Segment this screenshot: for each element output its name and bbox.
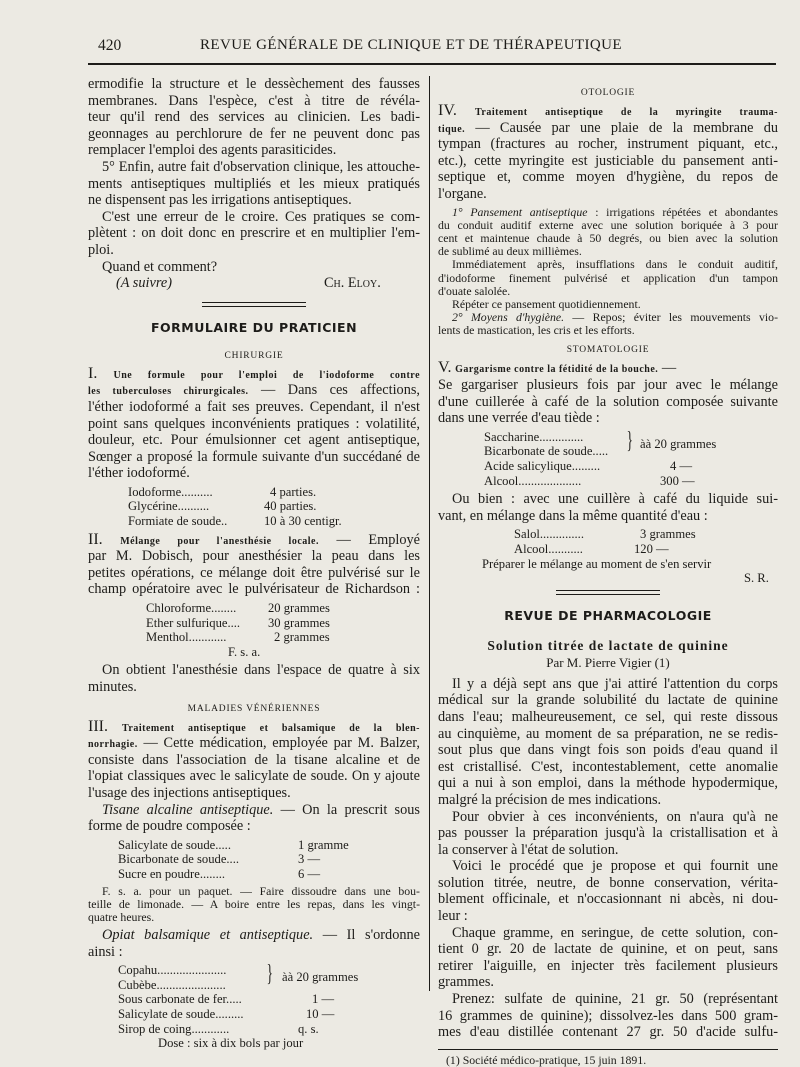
text-line: ments antiseptiques multipliés et les mieux pratiqués [88, 175, 420, 192]
text-line: douleur, etc. Pour émulsionner cet agent antiseptique, [88, 432, 420, 449]
table-row [438, 474, 778, 489]
ingredient: Menthol............ [146, 630, 227, 645]
roman-numeral: V. [438, 359, 452, 377]
opiat-label: Opiat balsamique et antiseptique. [102, 927, 314, 944]
text-line: dans l'eau; malheureusement, ce sel, qui reste dissous [438, 708, 778, 725]
ingredient: Salicylate de soude..... [118, 837, 231, 852]
quantity: 3 grammes [640, 527, 696, 542]
text-line: est cristallisé. C'est, incontestablement, cette anomalie [438, 758, 778, 775]
quantity: 1 — [312, 992, 335, 1007]
text-line: sout plus que dans vingt fois son poids d'eau quand il [438, 742, 778, 759]
formula-table [88, 838, 420, 882]
text-line: grammes. [438, 974, 494, 991]
table-row [88, 867, 420, 882]
entry-2-title-line [88, 532, 420, 549]
small-text-line: Immédiatement après, insufflations dans le conduit auditif, [452, 257, 778, 272]
footnote-rule [438, 1049, 778, 1050]
ingredient: Glycérine.......... [128, 499, 210, 514]
text-line: minutes. [88, 679, 137, 695]
formula-table [438, 427, 778, 488]
small-text-line: d'iodoforme finement pulvérisé et application d'un tampon [438, 270, 778, 285]
table-row [438, 527, 778, 542]
text-line: Il y a déjà sept ans que j'ai attiré l'attention du corps [452, 675, 778, 692]
tisane-label: Tisane alcaline antiseptique. [102, 801, 274, 818]
text-line: la conserver à l'état de solution. [438, 841, 619, 858]
small-text-line: Répéter ce pansement quotidiennement. [452, 296, 641, 311]
small-text-line: de sublimé au deux millièmes. [438, 244, 582, 259]
text-line: Chaque gramme, en seringue, de cette solution, con- [452, 924, 778, 941]
ingredient: Alcool........... [514, 541, 583, 556]
quantity: 3 — [298, 852, 321, 867]
text-line: Prenez: sulfate de quinine, 21 gr. 50 (représentant [452, 991, 778, 1008]
entry-title: Une formule pour l'emploi de l'iodoforme contre [113, 369, 421, 381]
text-line: ne dispensent pas les irrigations antiseptiques. [88, 192, 352, 209]
quantity: 40 parties. [264, 499, 317, 514]
section-double-rule [556, 590, 660, 595]
paragraph-6 [88, 209, 420, 259]
entry-1-title-line-2 [88, 382, 420, 399]
rubric-maladies: MALADIES VÉNÉRIENNES [187, 703, 321, 714]
ingredient: Acide salicylique......... [484, 459, 601, 473]
text-line: remplacer l'emploi des agents parasiticides. [88, 142, 337, 159]
quantity: 120 — [634, 541, 669, 556]
text-line: malgré la précision de mes indications. [438, 791, 662, 808]
text-line: d'une cuillerée à café de la solution composée suivante [438, 393, 778, 410]
ingredient: Cubèbe...................... [118, 977, 226, 992]
table-row [88, 485, 420, 500]
article-byline: Par M. Pierre Vigier (1) [546, 654, 670, 670]
ingredient: Alcool.................... [484, 473, 582, 488]
text-line: qui a nui à son emploi, dans la méthode hypodermique, [438, 775, 778, 792]
table-row [88, 838, 420, 853]
text-span: — [661, 360, 677, 377]
table-row [88, 630, 420, 645]
table-row [88, 645, 420, 660]
text-span: — Employé [336, 531, 420, 548]
rubric-chirurgie: CHIRURGIE [224, 350, 284, 361]
text-line: dans une verrée d'eau tiède : [438, 410, 600, 427]
text-line: geonnages au perchlorure de fer ne peuvent donc pas [88, 125, 420, 142]
entry-2 [88, 532, 420, 696]
entry-title: tique. [438, 123, 466, 135]
text-line: membranes. Dans l'espèce, c'est à titre de révéla- [88, 92, 420, 109]
text-line: etc.), cette myringite est justiciable du pansement anti- [438, 152, 778, 169]
ingredient: Sous carbonate de fer..... [118, 992, 242, 1007]
entry-signature: S. R. [744, 571, 769, 586]
quantity: 300 — [660, 473, 695, 488]
section-double-rule [202, 302, 306, 307]
ingredient: Copahu...................... [118, 963, 227, 978]
small-text-line: quatre heures. [88, 909, 155, 924]
table-row [88, 1007, 420, 1022]
hygiene-label: 2° Moyens d'hygiène. [452, 310, 565, 325]
text-line: médical sur la grande solubilité du lactate de quinine [438, 692, 778, 709]
entry-1-title-line [88, 366, 420, 383]
roman-numeral: IV. [438, 102, 457, 119]
quantity: 20 grammes [268, 601, 330, 616]
page-number: 420 [98, 37, 122, 54]
ingredient: Ether sulfurique.... [146, 615, 241, 630]
quantity: 2 grammes [274, 630, 330, 645]
ingredient: Bicarbonate de soude..... [484, 444, 609, 459]
quantity: 4 — [670, 459, 693, 473]
ingredient: Salicylate de soude......... [118, 1007, 244, 1022]
text-line: Pour obvier à ces inconvénients, on n'aura qu'à ne [452, 808, 778, 825]
text-line: 16 grammes de quinine); dissolvez-les dans 500 gram- [438, 1007, 778, 1024]
table-row [88, 499, 420, 514]
a-suivre: (A suivre) [116, 275, 172, 292]
rubric-otologie: OTOLOGIE [580, 88, 636, 98]
ingredient: Iodoforme.......... [128, 484, 213, 499]
table-row [88, 992, 420, 1007]
text-line: tient 0 gr. 20 de lactate de quinine, et on peut, sans [438, 941, 778, 958]
ingredient: Sucre en poudre........ [118, 866, 226, 881]
entry-4-title-line [438, 103, 778, 120]
roman-numeral: II. [88, 530, 103, 548]
signature-line [88, 275, 420, 292]
pansement-label: 1° Pansement antiseptique [452, 204, 588, 219]
author-signature: Ch. Eloy. [324, 275, 381, 292]
quand-line: Quand et comment? [102, 258, 218, 275]
opiat-line [88, 927, 420, 944]
quantity: 10 — [306, 1007, 335, 1022]
entry-5-title-line [438, 360, 778, 377]
table-row [88, 514, 420, 529]
formula-table [88, 485, 420, 529]
rubric-stomatologie: STOMATOLOGIE [566, 345, 650, 356]
text-span: — Cette médication, employée par M. Balzer, [143, 735, 421, 752]
ingredient: Saccharine.............. [484, 429, 584, 444]
text-line: septique et, comme moyen d'hygiène, du repos de [438, 169, 778, 186]
left-column [88, 76, 421, 1051]
brace: } [626, 427, 633, 454]
quantity: q. s. [298, 1021, 319, 1036]
fsa-label: F. s. a. [228, 644, 261, 659]
text-line: solution titrée, neutre, de bonne conservation, vérita- [438, 874, 778, 891]
text-line: ploi. [88, 241, 114, 258]
text-line: plètent : on doit donc en prescrire et en multiplier l'em- [88, 225, 420, 242]
small-text-line: lents de mastication, les cris et les efforts. [438, 323, 635, 338]
text-line: forme de poudre composée : [88, 818, 251, 835]
text-line: teur qu'il rend des services au clinicien. Les badi- [88, 109, 420, 126]
text-line: vant, en mélange dans la même quantité d'eau : [438, 507, 708, 524]
text-line: tympan (fractures au rocher, instrument piquant, etc., [438, 136, 778, 153]
text-line: ermodifie la structure et le dessèchement des fausses [88, 76, 420, 92]
table-row [438, 557, 778, 572]
entry-5 [438, 360, 778, 585]
article-body [438, 676, 778, 1041]
entry-title: Gargarisme contre la fétidité de la bouche. [455, 364, 659, 376]
page-header [0, 0, 800, 70]
text-line: mes d'eau distillée contenant 27 gr. 50 d'acide sulfu- [438, 1024, 778, 1041]
text-line: par M. Dobisch, pour anesthésier la peau dans les [88, 548, 420, 565]
intro-paragraph [88, 76, 420, 159]
text-span: — Il s'ordonne [322, 927, 421, 944]
small-text-line [438, 206, 778, 219]
table-row [88, 1022, 420, 1037]
table-row [88, 852, 420, 867]
entry-3-title-line [88, 719, 420, 736]
table-row [438, 444, 778, 459]
small-text-line: d'ouate salolée. [438, 283, 511, 298]
small-text-line: F. s. a. pour un paquet. — Faire dissoudre dans une bou- [102, 883, 420, 898]
small-text-line: teille de limonade. — A boire entre les repas, dans les vingt- [88, 896, 420, 911]
table-row [438, 571, 778, 586]
entry-3-title-line-2 [88, 735, 420, 752]
ingredient: Bicarbonate de soude.... [118, 852, 239, 867]
quantity: 4 parties. [270, 484, 317, 499]
ingredient: Chloroforme........ [146, 601, 237, 616]
quantity: 1 gramme [298, 837, 349, 852]
formula-table [88, 963, 420, 1051]
entry-title: Mélange pour l'anesthésie locale. [120, 535, 319, 547]
entry-title: Traitement antiseptique et balsamique de la blen- [122, 722, 420, 734]
table-row [438, 542, 778, 557]
roman-numeral: III. [88, 717, 108, 735]
text-line: l'éther iodoformé. [88, 465, 190, 482]
small-text-line: du conduit auditif externe avec une solution boriquée à 3 pour [438, 217, 778, 232]
ingredient: Salol.............. [514, 527, 584, 542]
entry-title: Traitement antiseptique de la myringite trauma- [474, 107, 778, 118]
brace: } [266, 961, 273, 988]
formulaire-title: FORMULAIRE DU PRATICIEN [150, 319, 358, 335]
quantity: 10 à 30 centigr. [264, 514, 342, 529]
entry-4 [438, 103, 778, 337]
text-line: l'opiat classiques avec le salicylate de soude. On y ajoute [88, 768, 420, 785]
table-row [88, 1036, 420, 1051]
text-line: Se gargariser plusieurs fois par jour avec le mélange [438, 377, 778, 394]
roman-numeral: I. [88, 364, 98, 382]
right-column [438, 76, 778, 1067]
ingredient: Formiate de soude.. [128, 514, 228, 529]
formula-table [438, 527, 778, 585]
header-rule [88, 63, 776, 65]
text-line: champ opératoire avec le pulvérisateur de Richardson : [88, 581, 420, 598]
article-title: Solution titrée de lactate de quinine [487, 637, 729, 653]
text-span: — Dans ces affections, [261, 382, 420, 399]
text-line: ainsi : [88, 943, 123, 960]
table-row [88, 978, 420, 993]
text-line: point sans quelques inconvénients pratiques : volatilité, [88, 415, 420, 432]
text-line: l'usage des injections antiseptiques. [88, 784, 291, 801]
quantity: àà 20 grammes [282, 970, 359, 985]
text-line: l'organe. [438, 185, 487, 202]
text-line: C'est une erreur de le croire. Ces pratiques se com- [102, 208, 420, 225]
ingredient: Sirop de coing............ [118, 1021, 230, 1036]
quantity: 30 grammes [268, 615, 330, 630]
text-line: blement officinale, et n'occasionnant ni abcès, ni dou- [438, 891, 778, 908]
small-text-line: cent et maintenue chaude à 50 degrés, ou bien avec la solution [438, 230, 778, 245]
tisane-line [88, 802, 420, 819]
paragraph-5 [88, 159, 420, 209]
text-line: petites opérations, ce mélange doit être pulvérisé sur le [88, 564, 420, 581]
entry-1 [88, 366, 420, 529]
pharmacologie-title: REVUE DE PHARMACOLOGIE [504, 607, 712, 623]
text-span: — On la prescrit sous [280, 801, 420, 818]
entry-4-title-line-2 [438, 120, 778, 137]
quantity: àà 20 grammes [640, 436, 717, 451]
footnote: (1) Société médico-pratique, 15 juin 1891. [446, 1052, 647, 1067]
column-divider [429, 76, 430, 991]
text-line: On obtient l'anesthésie dans l'espace de quatre à six [102, 662, 420, 679]
table-row [438, 459, 778, 474]
text-line: l'éther iodoformé a fait ses preuves. Cependant, il n'est [88, 398, 420, 415]
text-line: consiste dans l'association de la tisane alcaline et de [88, 751, 420, 768]
text-span: — Causée par une plaie de la membrane du [475, 119, 778, 136]
formula-table [88, 601, 420, 659]
text-span: — Repos; éviter les mouvements vio- [572, 310, 778, 325]
table-row [88, 616, 420, 631]
text-line: leur : [438, 908, 468, 925]
text-line: pas pousser la préparation jusqu'à la cristallisation et à [438, 825, 778, 842]
text-line: Voici le procédé que je propose et qui fournit une [452, 858, 778, 875]
text-line: retirer l'aiguille, en injecter très facilement plusieurs [438, 957, 778, 974]
entry-3 [88, 719, 420, 1051]
running-title: REVUE GÉNÉRALE DE CLINIQUE ET DE THÉRAPEUTIQUE [200, 37, 622, 53]
entry-title: norrhagie. [88, 739, 138, 751]
text-line: Sœnger a proposé la formule suivante d'un succédané de [88, 448, 420, 465]
text-span: : irrigations répétées et abondantes [595, 204, 778, 219]
entry-title: les tuberculoses chirurgicales. [88, 386, 249, 398]
preparation-note: Préparer le mélange au moment de s'en servir [482, 556, 712, 571]
table-row [88, 601, 420, 616]
dose-label: Dose : six à dix bols par jour [158, 1036, 304, 1051]
text-line: 5° Enfin, autre fait d'observation clinique, les attouche- [102, 158, 420, 175]
text-line: au cinquième, au moment de sa préparation, ne se redis- [438, 725, 778, 742]
quantity: 6 — [298, 866, 321, 881]
text-line: Ou bien : avec une cuillère à café du liquide sui- [452, 491, 778, 508]
